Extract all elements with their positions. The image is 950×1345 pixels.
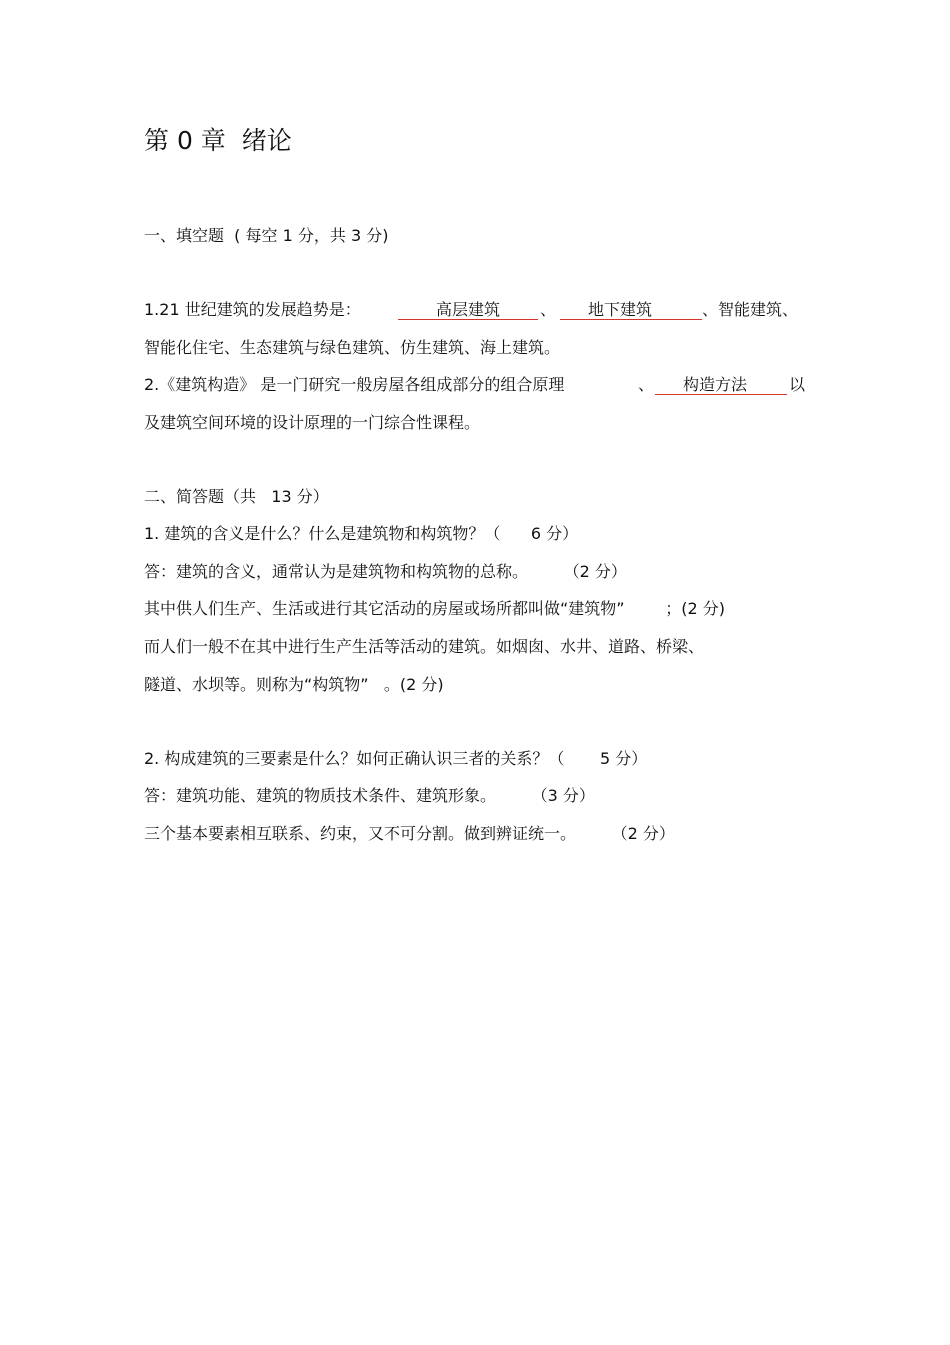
sa-q1-answer-line4: 隧道、水坝等。则称为“构筑物” 。(2 分) [144,675,444,694]
q2-suffix: 以 [789,375,806,394]
sa-q1-answer-line3: 而人们一般不在其中进行生产生活等活动的建筑。如烟囱、水井、道路、桥梁、 [144,637,705,656]
chapter-title: 第 0 章 绪论 [144,126,292,155]
section-heading-short-answer: 二、简答题（共 13 分） [144,487,329,506]
sa-q1-question: 1. 建筑的含义是什么？什么是建筑物和构筑物？（ 6 分） [144,524,579,543]
q1-answer2: 地下建筑 [588,300,653,319]
q2-line2: 及建筑空间环境的设计原理的一门综合性课程。 [144,413,481,432]
sa-q2-question: 2. 构成建筑的三要素是什么？如何正确认识三者的关系？（ 5 分） [144,749,648,768]
q1-suffix: 、智能建筑、 [702,300,799,319]
q1-separator: 、 [540,300,557,319]
q1-answer1: 高层建筑 [436,300,501,319]
q2-answer: 构造方法 [683,375,748,394]
sa-q2-answer-line1: 答：建筑功能、建筑的物质技术条件、建筑形象。 （3 分） [144,786,595,805]
q2-separator: 、 [638,375,655,394]
sa-q1-answer-line2: 其中供人们生产、生活或进行其它活动的房屋或场所都叫做“建筑物” ；(2 分) [144,599,726,618]
q1-line2: 智能化住宅、生态建筑与绿色建筑、仿生建筑、海上建筑。 [144,338,561,357]
q2-prefix: 2.《建筑构造》 是一门研究一般房屋各组成部分的组合原理 [144,375,565,394]
section-heading-fill-in: 一、填空题 ( 每空 1 分，共 3 分) [144,226,389,245]
q1-prefix: 1.21 世纪建筑的发展趋势是： [144,300,361,319]
sa-q2-answer-line2: 三个基本要素相互联系、约束，又不可分割。做到辨证统一。 （2 分） [144,824,675,843]
sa-q1-answer-line1: 答：建筑的含义，通常认为是建筑物和构筑物的总称。 （2 分） [144,562,627,581]
